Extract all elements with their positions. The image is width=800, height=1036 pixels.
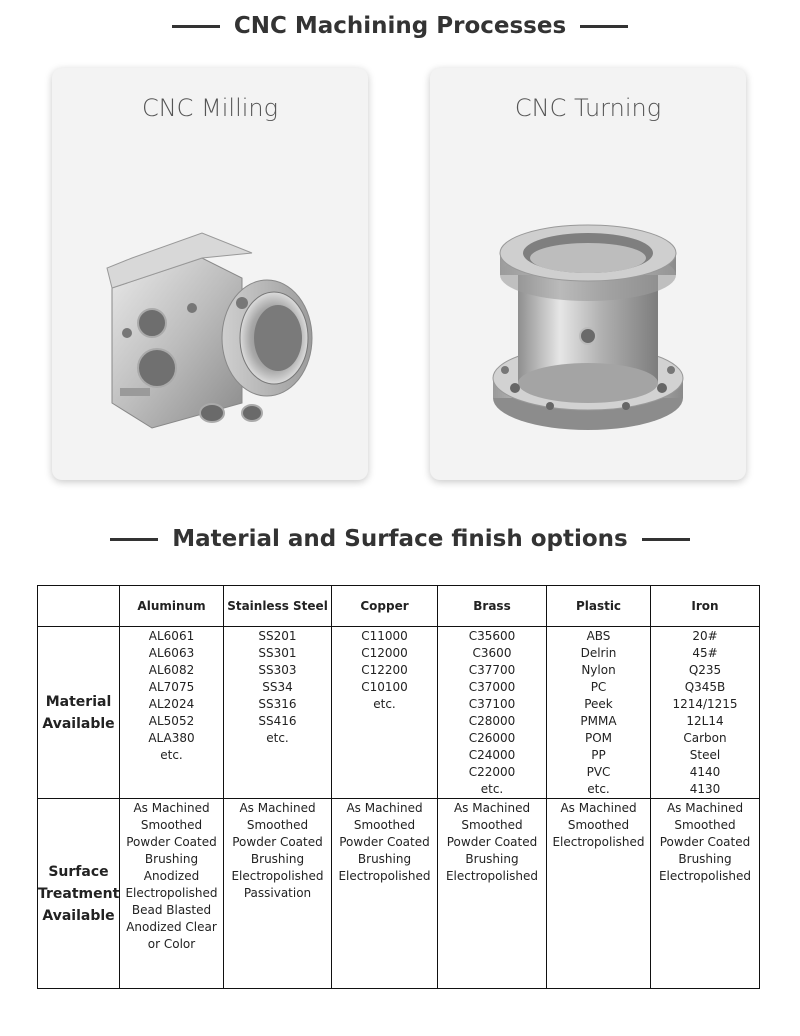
cell-item: As Machined bbox=[239, 801, 316, 815]
material-cell bbox=[438, 627, 547, 799]
heading-rule-left bbox=[110, 538, 158, 541]
surface-row bbox=[38, 799, 760, 989]
cell-item: C22000 bbox=[468, 765, 516, 779]
cell-item: etc. bbox=[587, 782, 610, 796]
material-cell bbox=[547, 627, 651, 799]
processes-heading-text: CNC Machining Processes bbox=[233, 13, 567, 39]
cell-item: Electropolished bbox=[231, 869, 324, 883]
cell-item: C26000 bbox=[468, 731, 516, 745]
row-header-line: Available bbox=[42, 715, 115, 732]
column-header: Brass bbox=[438, 586, 547, 627]
cell-item: C37000 bbox=[468, 680, 516, 694]
milled-part-image bbox=[52, 158, 368, 458]
cell-item: 4140 bbox=[689, 765, 721, 779]
cell-item: ABS bbox=[586, 629, 611, 643]
cell-item: SS34 bbox=[262, 680, 293, 694]
cell-item: As Machined bbox=[346, 801, 423, 815]
column-header: Iron bbox=[651, 586, 760, 627]
cell-item: C37700 bbox=[468, 663, 516, 677]
surface-cell bbox=[547, 799, 651, 989]
cell-item: Brushing bbox=[678, 852, 732, 866]
cell-item: Smoothed bbox=[461, 818, 523, 832]
cell-item: C37100 bbox=[468, 697, 516, 711]
cell-item: Smoothed bbox=[246, 818, 309, 832]
cell-item: Electropolished bbox=[125, 886, 218, 900]
cell-item: Brushing bbox=[357, 852, 412, 866]
cell-item: Passivation bbox=[243, 886, 312, 900]
cell-item: Brushing bbox=[144, 852, 199, 866]
cell-item: Powder Coated bbox=[446, 835, 538, 849]
cell-item: etc. bbox=[480, 782, 504, 796]
material-cell bbox=[332, 627, 438, 799]
cell-item: AL6061 bbox=[148, 629, 195, 643]
surface-cell bbox=[332, 799, 438, 989]
cell-item: SS416 bbox=[258, 714, 297, 728]
cell-item: Smoothed bbox=[353, 818, 416, 832]
cell-item: Powder Coated bbox=[126, 835, 217, 849]
cell-item: PMMA bbox=[580, 714, 617, 728]
cell-item: 12L14 bbox=[686, 714, 724, 728]
cell-item: Electropolished bbox=[445, 869, 539, 883]
heading-rule-right bbox=[642, 538, 690, 541]
cell-item: As Machined bbox=[666, 801, 744, 815]
cell-item: C35600 bbox=[468, 629, 516, 643]
cell-item: Anodized bbox=[143, 869, 200, 883]
cell-item: AL7075 bbox=[148, 680, 195, 694]
column-header: Copper bbox=[332, 586, 438, 627]
cell-item: PC bbox=[590, 680, 607, 694]
row-header-line: Treatment bbox=[38, 885, 120, 902]
cell-item: POM bbox=[584, 731, 613, 745]
cnc-milling-card bbox=[52, 68, 368, 480]
processes-heading bbox=[0, 10, 800, 42]
cell-item: Smoothed bbox=[567, 818, 630, 832]
column-header: Stainless Steel bbox=[224, 586, 332, 627]
cell-item: Brushing bbox=[250, 852, 305, 866]
row-header-line: Material bbox=[45, 693, 112, 710]
material-cell bbox=[120, 627, 224, 799]
material-row-header bbox=[38, 627, 120, 799]
cnc-turning-card bbox=[430, 68, 746, 480]
cell-item: 1214/1215 bbox=[672, 697, 738, 711]
cell-item: SS316 bbox=[258, 697, 297, 711]
cell-item: PP bbox=[591, 748, 606, 762]
turned-part-image bbox=[430, 158, 746, 458]
heading-rule-left bbox=[172, 25, 220, 28]
surface-cell bbox=[651, 799, 760, 989]
cell-item: AL6082 bbox=[148, 663, 195, 677]
column-header: Plastic bbox=[547, 586, 651, 627]
cell-item: PVC bbox=[586, 765, 611, 779]
material-cell bbox=[224, 627, 332, 799]
cell-item: As Machined bbox=[133, 801, 210, 815]
cell-item: etc. bbox=[160, 748, 183, 762]
cell-item: Carbon bbox=[683, 731, 727, 745]
cell-item: 4130 bbox=[689, 782, 721, 796]
cell-item: As Machined bbox=[453, 801, 531, 815]
surface-cell bbox=[120, 799, 224, 989]
cell-item: SS201 bbox=[258, 629, 297, 643]
cell-item: Anodized Clear bbox=[126, 920, 217, 934]
cell-item: 45# bbox=[692, 646, 718, 660]
cell-item: Nylon bbox=[581, 663, 616, 677]
cell-item: C12000 bbox=[361, 646, 408, 660]
surface-row-header bbox=[38, 799, 120, 989]
cell-item: Powder Coated bbox=[659, 835, 751, 849]
cell-item: Electropolished bbox=[658, 869, 752, 883]
cell-item: Q235 bbox=[688, 663, 722, 677]
cell-item: Delrin bbox=[580, 646, 617, 660]
cell-item: AL6063 bbox=[148, 646, 195, 660]
cell-item: C3600 bbox=[472, 646, 512, 660]
cell-item: Smoothed bbox=[140, 818, 203, 832]
cell-item: etc. bbox=[266, 731, 289, 745]
materials-heading bbox=[0, 522, 800, 556]
cnc-turning-title: CNC Turning bbox=[514, 94, 662, 122]
cell-item: Electropolished bbox=[338, 869, 431, 883]
cell-item: Bead Blasted bbox=[131, 903, 212, 917]
row-header-line: Surface bbox=[48, 863, 109, 880]
materials-heading-text: Material and Surface finish options bbox=[172, 526, 628, 552]
cell-item: C11000 bbox=[361, 629, 408, 643]
cell-item: SS303 bbox=[258, 663, 297, 677]
cell-item: or Color bbox=[147, 937, 196, 951]
cell-item: Peek bbox=[584, 697, 613, 711]
material-cell bbox=[651, 627, 760, 799]
cell-item: etc. bbox=[373, 697, 396, 711]
corner-cell bbox=[38, 586, 120, 627]
table-header-row bbox=[38, 586, 760, 627]
cell-item: C12200 bbox=[361, 663, 408, 677]
heading-rule-right bbox=[580, 25, 628, 28]
cell-item: Q345B bbox=[684, 680, 726, 694]
cell-item: ALA380 bbox=[148, 731, 195, 745]
column-header: Aluminum bbox=[120, 586, 224, 627]
cell-item: 20# bbox=[692, 629, 718, 643]
cell-item: C24000 bbox=[468, 748, 516, 762]
cell-item: C10100 bbox=[361, 680, 408, 694]
cell-item: Powder Coated bbox=[339, 835, 430, 849]
materials-table bbox=[37, 585, 760, 989]
cell-item: Steel bbox=[689, 748, 721, 762]
cell-item: Powder Coated bbox=[232, 835, 323, 849]
surface-cell bbox=[438, 799, 547, 989]
cell-item: SS301 bbox=[258, 646, 297, 660]
cell-item: Electropolished bbox=[552, 835, 645, 849]
cell-item: Brushing bbox=[465, 852, 519, 866]
cnc-milling-title: CNC Milling bbox=[141, 94, 279, 122]
cell-item: AL5052 bbox=[148, 714, 195, 728]
cell-item: AL2024 bbox=[148, 697, 195, 711]
cell-item: C28000 bbox=[468, 714, 516, 728]
surface-cell bbox=[224, 799, 332, 989]
cell-item: As Machined bbox=[560, 801, 637, 815]
material-row bbox=[38, 627, 760, 799]
row-header-line: Available bbox=[42, 907, 115, 924]
cell-item: Smoothed bbox=[674, 818, 736, 832]
